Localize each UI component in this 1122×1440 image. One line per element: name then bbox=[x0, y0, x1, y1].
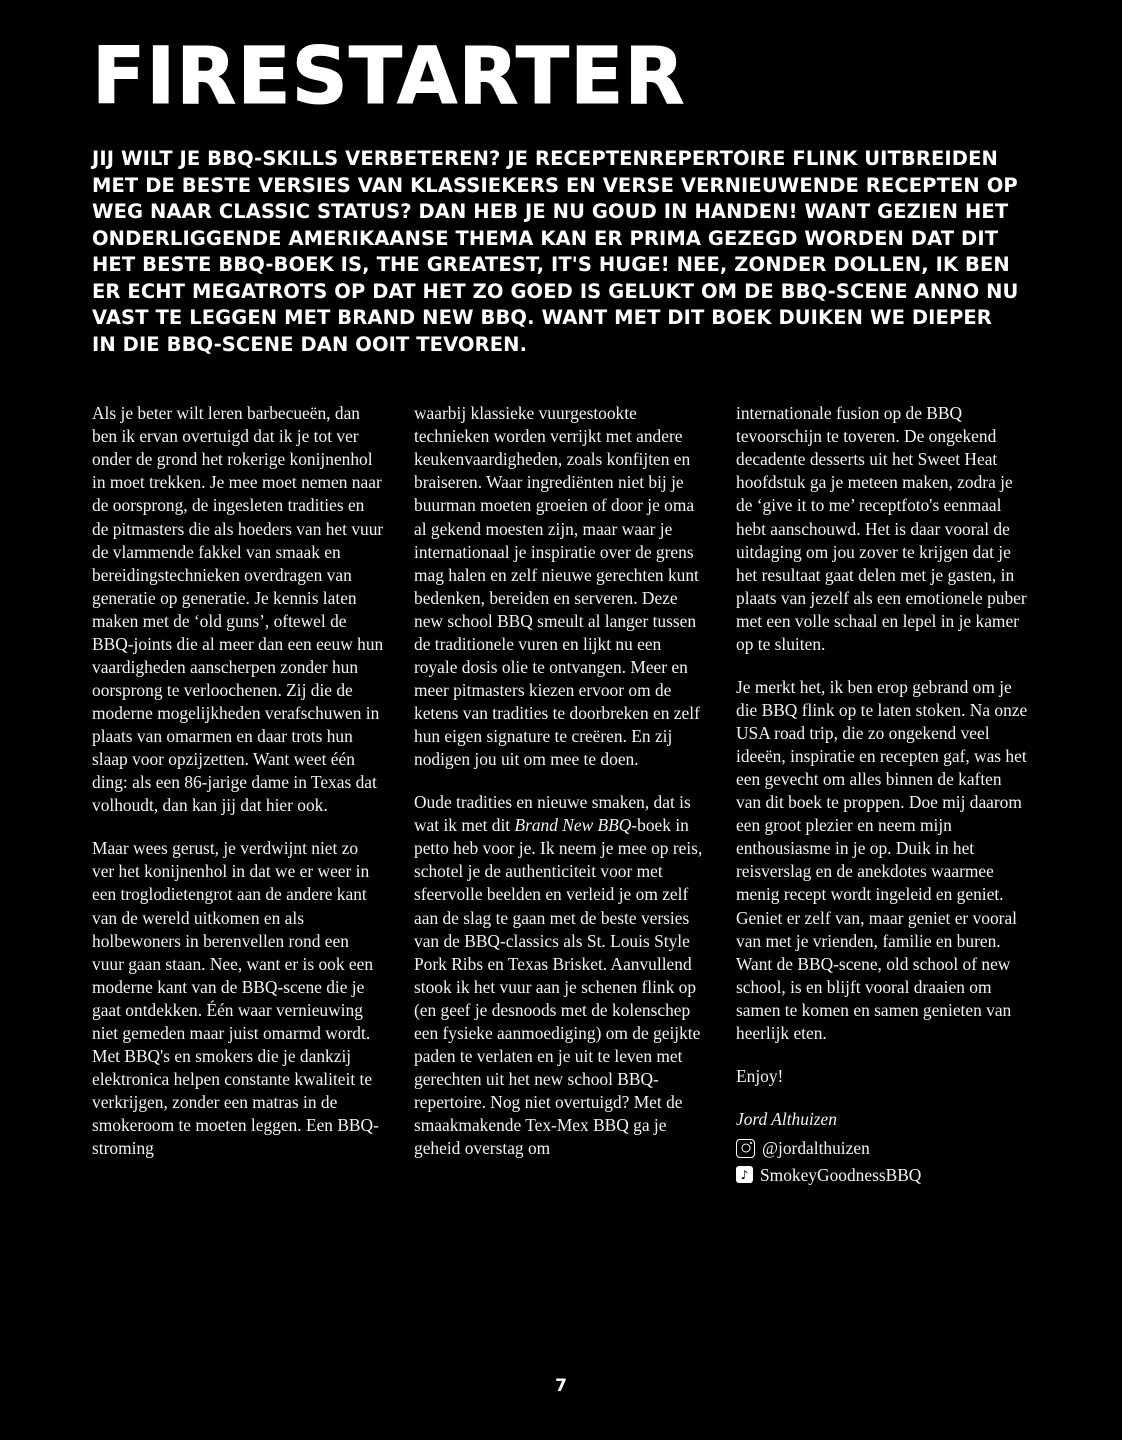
tiktok-icon: ♪ bbox=[736, 1166, 753, 1183]
column-1 bbox=[92, 402, 384, 1190]
paragraph-with-italic bbox=[414, 791, 706, 1160]
article-content bbox=[92, 32, 1030, 1190]
paragraph: waarbij klassieke vuurgestookte technieken worden verrijkt met andere keukenvaardigheden, zoals konfijten en braiseren. Waar ingrediënten niet bij je buurman moeten groeien of door je oma al gekend moesten zijn, maar waar je internationaal je inspiratie over de grens mag halen en zelf nieuwe gerechten kunt bedenken, bereiden en serveren. Deze new school BBQ smeult al langer tussen de traditionele vuren en lijkt nu een royale dosis olie te ontvangen. Meer en meer pitmasters kiezen ervoor om de ketens van tradities te doorbreken en zelf hun eigen signature te creëren. En zij nodigen jou uit om mee te doen. bbox=[414, 403, 700, 770]
instagram-line[interactable] bbox=[736, 1137, 1028, 1160]
paragraph: Maar wees gerust, je verdwijnt niet zo ver het konijnenhol in dat we er weer in een troglodietengrot aan de andere kant van de wereld uitkomen en als holbewoners in berenvellen rond een vuur gaan staan. Nee, want er is ook een moderne kant van de BBQ-scene die je gaat ontdekken. Één waar vernieuwing niet gemeden maar juist omarmd wordt. Met BBQ's en smokers die je dankzij elektronica helpen constante kwaliteit te verkrijgen, zonder een matras in de smokeroom te moeten leggen. Een BBQ-stroming bbox=[92, 838, 379, 1159]
paragraph: Je merkt het, ik ben erop gebrand om je die BBQ flink op te laten stoken. Na onze USA road trip, die zo ongekend veel ideeën, inspiratie en recepten gaf, was het een gevecht om alles binnen de kaften van dit boek te proppen. Doe mij daarom een groot plezier en neem mijn enthousiasme in je op. Duik in het reisverslag en de anekdotes waarmee menig recept wordt ingeleid en geniet. Geniet er zelf van, maar geniet er vooral van met je vrienden, familie en buren. Want de BBQ-scene, old school of new school, is en blijft vooral draaien om samen te komen en samen genieten van heerlijk eten. bbox=[736, 676, 1028, 1043]
instagram-icon bbox=[736, 1139, 755, 1158]
paragraph-part-2: -boek in petto heb voor je. Ik neem je mee op reis, schotel je de authenticiteit voor met sfeervolle beelden en verleid je om zelf aan de slag te gaan met de beste versies van de BBQ-classics als St. Louis Style Pork Ribs en Texas Brisket. Aanvullend stook ik het vuur aan je schenen flink op (en geef je desnoods met de kolenschep een fysieke aanmoediging) om de geijkte paden te verlaten en je uit te leven met gerechten uit het new school BBQ-repertoire. Nog niet overtuigd? Met de smaakmakende Tex-Mex BBQ ga je geheid overstag om bbox=[414, 815, 703, 1159]
text-columns bbox=[92, 402, 1028, 1190]
instagram-handle: @jordalthuizen bbox=[762, 1138, 870, 1159]
paragraph: Enjoy! bbox=[736, 1065, 784, 1086]
tiktok-handle: SmokeyGoodnessBBQ bbox=[760, 1164, 922, 1185]
page-number: 7 bbox=[555, 1376, 567, 1396]
book-title-italic: Brand New BBQ bbox=[514, 815, 632, 836]
paragraph: internationale fusion op de BBQ tevoorschijn te toveren. De ongekend decadente desserts uit het Sweet Heat hoofdstuk ga je meteen maken, zodra je de ‘give it to me’ receptfoto's eenmaal hebt aanschouwd. Het is daar vooral de uitdaging om jou zover te krijgen dat je het resultaat gaat delen met je gasten, in plaats van jezelf als een emotionele puber met een volle schaal en lepel in je kamer op te sluiten. bbox=[736, 403, 1027, 654]
author-signature: Jord Althuizen bbox=[736, 1108, 837, 1129]
column-2 bbox=[414, 402, 706, 1190]
paragraph: Als je beter wilt leren barbecueën, dan ben ik ervan overtuigd dat ik je tot ver onder de grond het rokerige konijnenhol in moet trekken. Je mee moet nemen naar de oorsprong, de ingesleten tradities en de pitmasters die als hoeders van het vuur de vlammende fakkel van smaak en bereidingstechnieken overdragen van generatie op generatie. Je kennis laten maken met de ‘old guns’, oftewel de BBQ-joints die al meer dan een eeuw hun vaardigheden aanscherpen zonder hun oorsprong te verloochenen. Zij die de moderne mogelijkheden verafschuwen in plaats van omarmen en daar trots hun slaap voor opzijzetten. Want weet één ding: als een 86-jarige dame in Texas dat volhoudt, dan kan jij dat hier ook. bbox=[92, 403, 384, 816]
tiktok-line[interactable] bbox=[736, 1164, 1028, 1187]
lede-paragraph: JIJ WILT JE BBQ-SKILLS VERBETEREN? JE RECEPTENREPERTOIRE FLINK UITBREIDEN MET DE BESTE VERSIES VAN KLASSIEKERS EN VERSE VERNIEUWENDE RECEPTEN OP WEG NAAR CLASSIC STATUS? DAN HEB JE NU GOUD IN HANDEN! WANT GEZIEN HET ONDERLIGGENDE AMERIKAANSE THEMA KAN ER PRIMA GEZEGD WORDEN DAT DIT HET BESTE BBQ-BOEK IS, THE GREATEST, IT'S HUGE! NEE, ZONDER DOLLEN, IK BEN ER ECHT MEGATROTS OP DAT HET ZO GOED IS GELUKT OM DE BBQ-SCENE ANNO NU VAST TE LEGGEN MET BRAND NEW BBQ. WANT MET DIT BOEK DUIKEN WE DIEPER IN DIE BBQ-SCENE DAN OOIT TEVOREN. bbox=[92, 147, 1019, 356]
page-title: FIRESTARTER bbox=[92, 32, 686, 122]
paragraph-part-1: Oude tradities en nieuwe smaken, dat is wat ik met dit bbox=[414, 792, 691, 836]
column-3 bbox=[736, 402, 1028, 1190]
